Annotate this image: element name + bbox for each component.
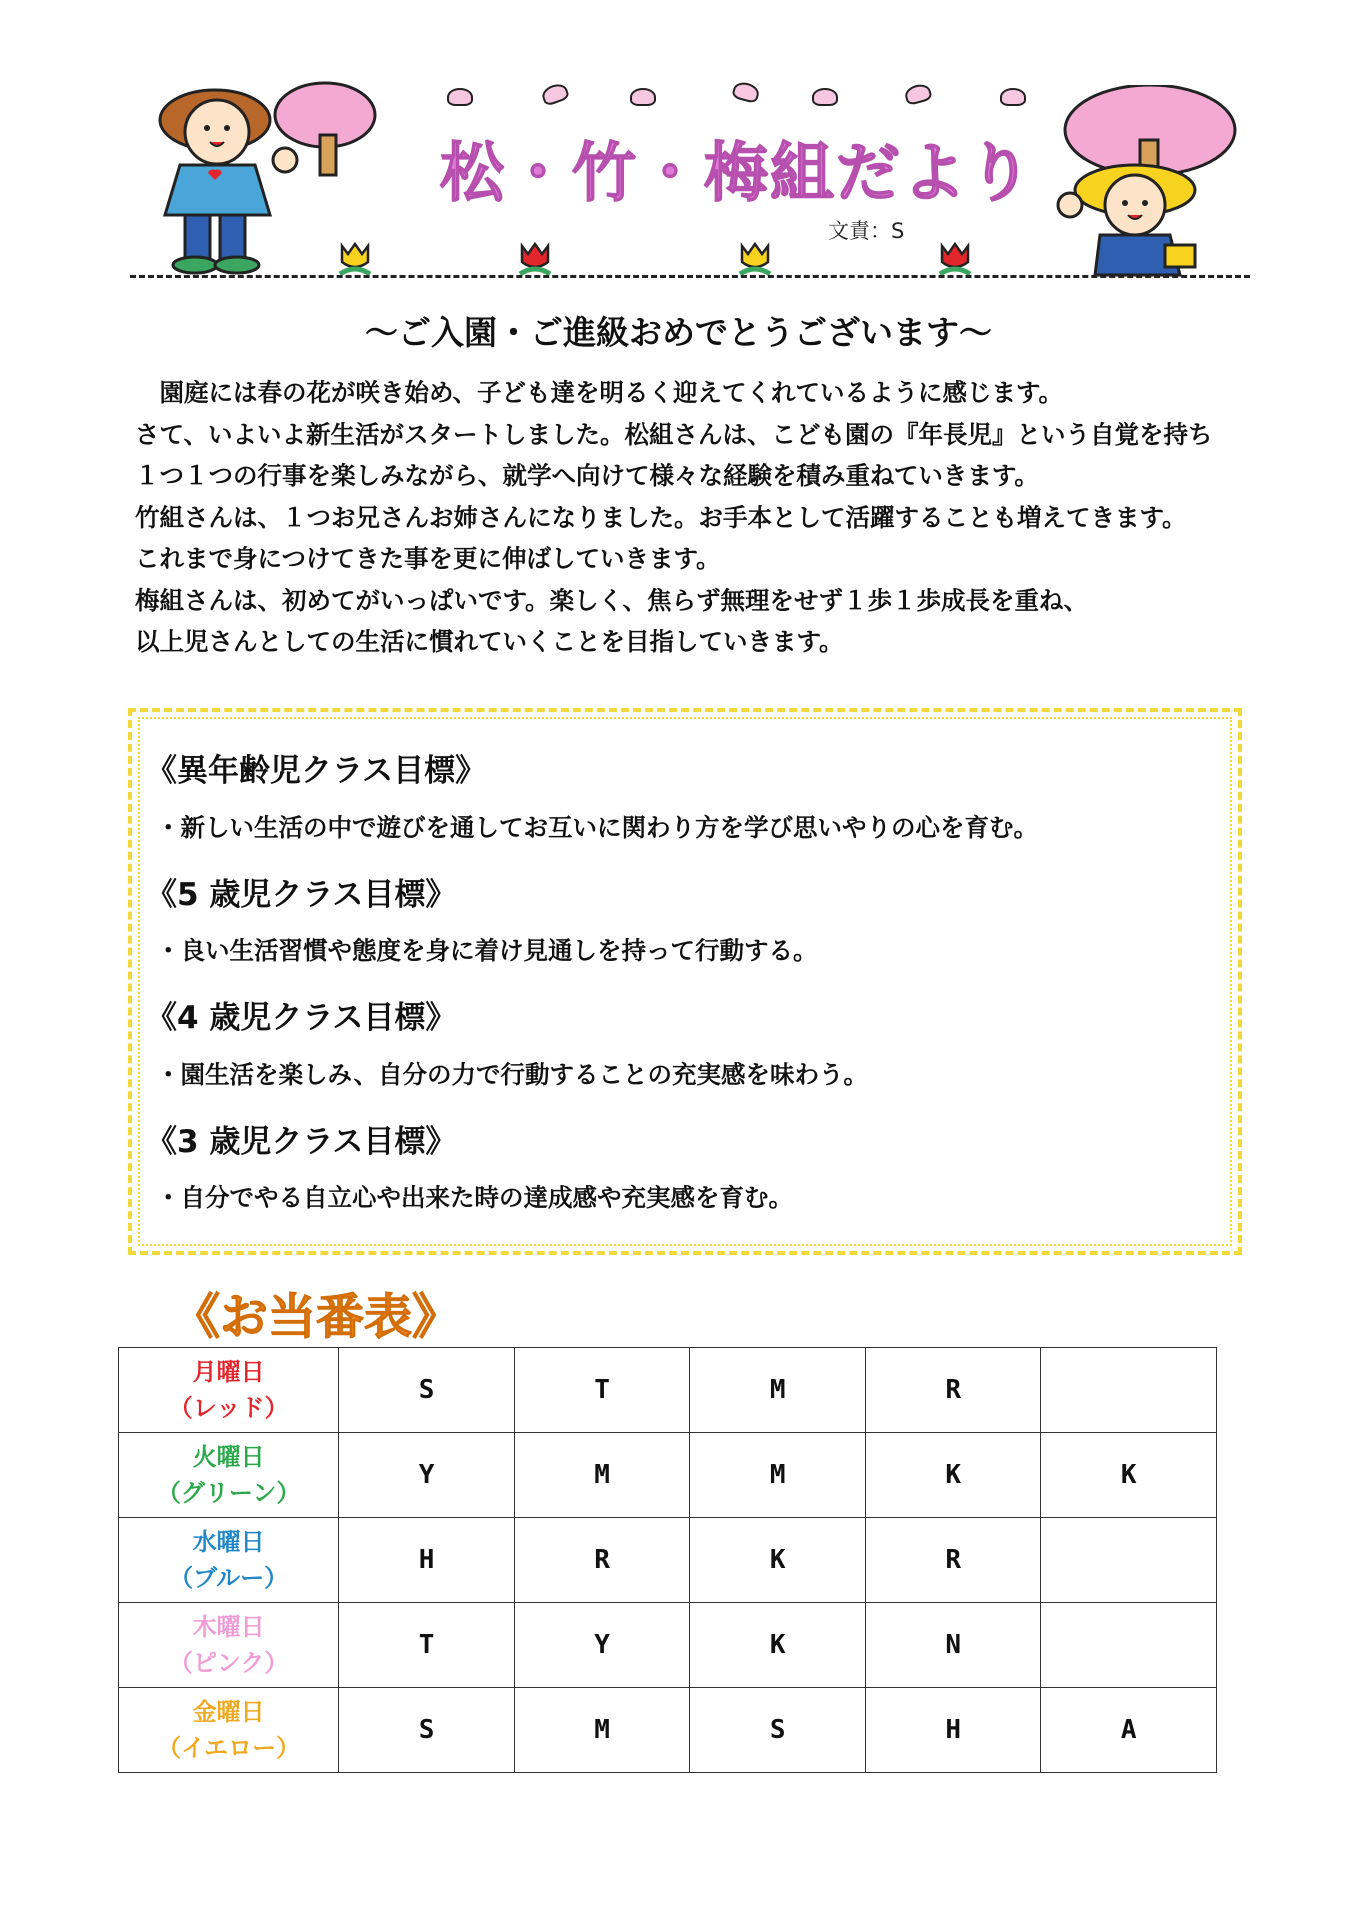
duty-member-cell — [1041, 1603, 1217, 1688]
duty-row — [119, 1603, 1217, 1688]
header — [0, 0, 1357, 300]
duty-day-cell — [119, 1688, 339, 1773]
duty-row — [119, 1688, 1217, 1773]
petal-decoration — [540, 81, 571, 107]
duty-table — [118, 1347, 1217, 1773]
intro-line: 竹組さんは、１つお兄さんお姉さんになりました。お手本として活躍することも増えてきます。 — [135, 502, 1187, 532]
duty-member-cell: K — [690, 1603, 866, 1688]
goal-text-5yr: ・良い生活習慣や態度を身に着け見通しを持って行動する。 — [156, 936, 818, 965]
duty-member-cell: A — [1041, 1688, 1217, 1773]
duty-day-label: 木曜日 — [192, 1613, 265, 1641]
petal-decoration — [812, 88, 838, 106]
petal-decoration — [903, 82, 933, 106]
intro-line: 梅組さんは、初めてがいっぱいです。楽しく、焦らず無理をせず１歩１歩成長を重ね、 — [135, 585, 1089, 615]
goal-heading-3yr: 《3 歳児クラス目標》 — [146, 1124, 457, 1160]
duty-member-cell: S — [690, 1688, 866, 1773]
duty-member-cell: H — [339, 1518, 515, 1603]
duty-day-cell — [119, 1518, 339, 1603]
greeting-title: ～ご入園・ご進級おめでとうございます～ — [365, 313, 992, 352]
duty-member-cell: Y — [514, 1603, 690, 1688]
goal-text-4yr: ・園生活を楽しみ、自分の力で行動することの充実感を味わう。 — [156, 1060, 868, 1089]
duty-table-title: 《お当番表》 — [172, 1289, 461, 1345]
author-credit: 文責：S — [828, 219, 905, 243]
duty-member-cell: M — [690, 1348, 866, 1433]
duty-member-cell: R — [865, 1348, 1041, 1433]
goal-heading-4yr: 《4 歳児クラス目標》 — [146, 1000, 457, 1036]
goal-heading-5yr: 《5 歳児クラス目標》 — [146, 877, 457, 913]
duty-day-label: 月曜日 — [192, 1358, 265, 1386]
duty-member-cell: S — [339, 1688, 515, 1773]
duty-day-color: （ブルー） — [169, 1564, 289, 1592]
duty-day-cell — [119, 1603, 339, 1688]
duty-member-cell: R — [514, 1518, 690, 1603]
duty-day-color: （イエロー） — [157, 1734, 301, 1762]
teacher-illustration — [125, 80, 425, 280]
duty-member-cell: S — [339, 1348, 515, 1433]
duty-member-cell: K — [1041, 1433, 1217, 1518]
petal-decoration — [630, 88, 656, 106]
child-illustration — [1040, 85, 1240, 285]
duty-member-cell: K — [690, 1518, 866, 1603]
intro-line: さて、いよいよ新生活がスタートしました。松組さんは、こども園の『年長児』という自覚を持ち — [135, 419, 1213, 449]
goal-text-3yr: ・自分でやる自立心や出来た時の達成感や充実感を育む。 — [156, 1183, 793, 1212]
duty-row — [119, 1433, 1217, 1518]
duty-member-cell: K — [865, 1433, 1041, 1518]
intro-line: １つ１つの行事を楽しみながら、就学へ向けて様々な経験を積み重ねていきます。 — [135, 461, 1039, 490]
intro-paragraph — [135, 372, 1235, 663]
duty-member-cell: R — [865, 1518, 1041, 1603]
duty-member-cell: M — [690, 1433, 866, 1518]
duty-member-cell: M — [514, 1688, 690, 1773]
petal-decoration — [1000, 88, 1026, 106]
petal-decoration — [447, 88, 473, 106]
goal-text-mixed-age: ・新しい生活の中で遊びを通してお互いに関わり方を学び思いやりの心を育む。 — [156, 813, 1038, 842]
duty-member-cell — [1041, 1348, 1217, 1433]
duty-member-cell — [1041, 1518, 1217, 1603]
goal-heading-mixed-age: 《異年齢児クラス目標》 — [146, 753, 487, 789]
intro-line: 園庭には春の花が咲き始め、子ども達を明るく迎えてくれているように感じます。 — [135, 378, 1064, 407]
class-goals-box — [128, 708, 1242, 1255]
duty-row — [119, 1518, 1217, 1603]
duty-day-color: （レッド） — [168, 1394, 289, 1422]
newsletter-title: 松・竹・梅組だより — [440, 137, 1034, 211]
duty-day-color: （グリーン） — [156, 1479, 301, 1507]
duty-row — [119, 1348, 1217, 1433]
intro-line: これまで身につけてきた事を更に伸ばしていきます。 — [135, 544, 721, 573]
duty-day-label: 火曜日 — [192, 1443, 265, 1471]
duty-member-cell: N — [865, 1603, 1041, 1688]
duty-member-cell: T — [514, 1348, 690, 1433]
duty-day-cell — [119, 1433, 339, 1518]
duty-member-cell: M — [514, 1433, 690, 1518]
duty-member-cell: Y — [339, 1433, 515, 1518]
duty-day-cell — [119, 1348, 339, 1433]
goals-inner-border — [138, 717, 1232, 1246]
duty-day-label: 水曜日 — [192, 1528, 265, 1556]
duty-member-cell: T — [339, 1603, 515, 1688]
ground-dashes — [130, 275, 1250, 278]
duty-day-label: 金曜日 — [192, 1698, 265, 1726]
duty-day-color: （ピンク） — [168, 1649, 289, 1677]
petal-decoration — [731, 80, 761, 104]
duty-member-cell: H — [865, 1688, 1041, 1773]
intro-line: 以上児さんとしての生活に慣れていくことを目指していきます。 — [135, 627, 844, 656]
